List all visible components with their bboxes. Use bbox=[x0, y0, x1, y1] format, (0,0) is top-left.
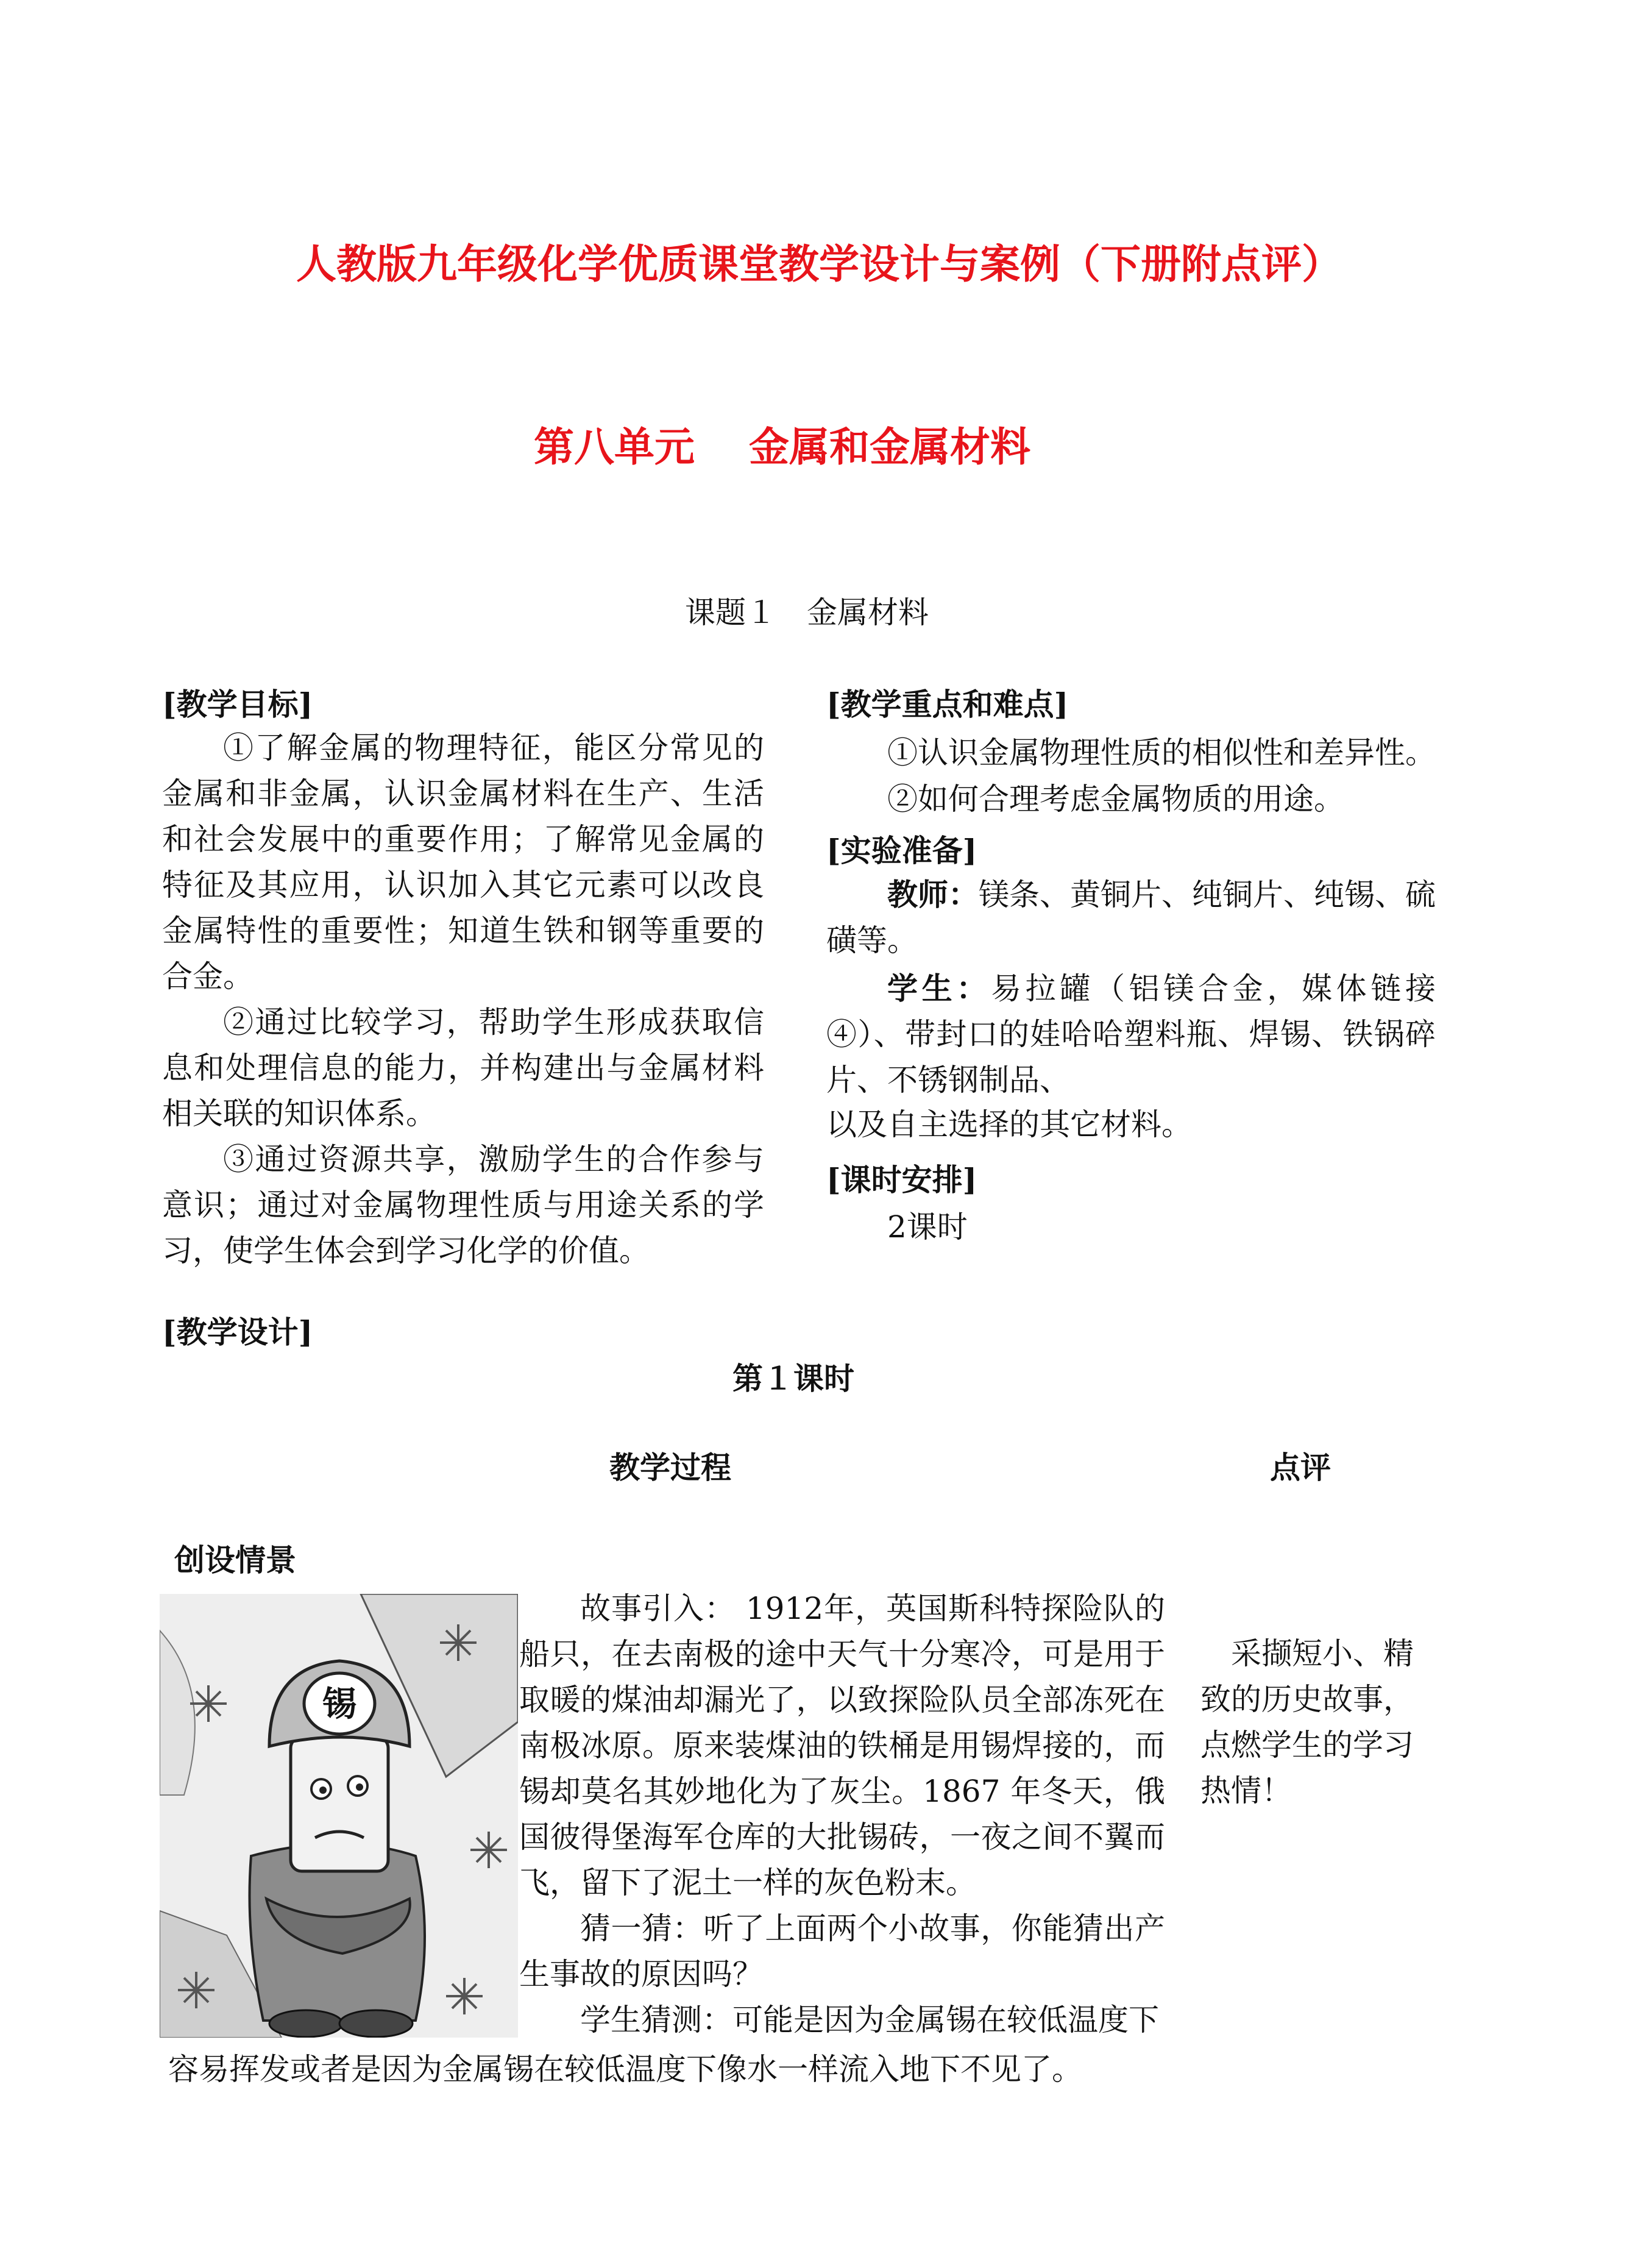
preparation-student bbox=[826, 965, 1436, 1103]
period-title: 第１课时 bbox=[732, 1360, 854, 1396]
student-label: 学生： bbox=[887, 970, 991, 1006]
schedule-heading: [课时安排] bbox=[826, 1162, 977, 1198]
lesson-title: 课题１ 金属材料 bbox=[685, 595, 929, 630]
teacher-text: 镁条、黄铜片、纯铜片、纯锡、硫磺等。 bbox=[826, 877, 1436, 958]
objective-item-3: ③通过资源共享，激励学生的合作参与意识；通过对金属物理性质与用途关系的学习，使学生体会到学习化学的价值。 bbox=[162, 1142, 764, 1268]
header-process: 教学过程 bbox=[609, 1449, 731, 1485]
preparation-teacher bbox=[826, 872, 1436, 964]
key-point-2: ②如何合理考虑金属物质的用途。 bbox=[887, 781, 1344, 817]
design-heading: [教学设计] bbox=[162, 1314, 313, 1350]
objective-item-2: ②通过比较学习，帮助学生形成获取信息和处理信息的能力，并构建出与金属材料相关联的知识体系。 bbox=[162, 1004, 764, 1131]
teacher-label: 教师： bbox=[887, 876, 979, 912]
schedule-value: 2课时 bbox=[887, 1209, 968, 1245]
header-comment: 点评 bbox=[1270, 1449, 1331, 1485]
objective-item-1: ①了解金属的物理特征，能区分常见的金属和非金属，认识金属材料在生产、生活和社会发展中的重要作用；了解常见金属的特征及其应用，认识加入其它元素可以改良金属特性的重要性；知道生铁和钢等重要的合金。 bbox=[162, 730, 764, 994]
scene-student-guess: 学生猜测：可能是因为金属锡在较低温度下 bbox=[580, 2002, 1159, 2038]
student-text: 易拉罐（铝镁合金，媒体链接④）、带封口的娃哈哈塑料瓶、焊锡、铁锅碎片、不锈钢制品、 bbox=[826, 971, 1436, 1098]
preparation-student-more: 以及自主选择的其它材料。 bbox=[826, 1107, 1192, 1142]
scene-story: 故事引入： 1912年，英国斯科特探险队的船只，在去南极的途中天气十分寒冷，可是用于取暖的煤油却漏光了，以致探险队员全部冻死在南极冰原。原来装煤油的铁桶是用锡焊接的，而锡却莫名其妙地化为了灰尘。1867 年冬天，俄国彼得堡海军仓库的大批锡砖，一夜之间不翼而飞，留下了泥土一样的灰色粉末。 bbox=[519, 1591, 1165, 1900]
key-point-1: ①认识金属物理性质的相似性和差异性。 bbox=[887, 735, 1436, 770]
scene-student-guess-cont: 容易挥发或者是因为金属锡在较低温度下像水一样流入地下不见了。 bbox=[168, 2052, 1082, 2087]
scene-comment: 采撷短小、精致的历史故事，点燃学生的学习热情！ bbox=[1200, 1636, 1414, 1808]
objectives-heading: [教学目标] bbox=[162, 686, 313, 722]
objectives-list bbox=[162, 725, 764, 1274]
unit-title: 第八单元 金属和金属材料 bbox=[534, 423, 1030, 471]
key-points-heading: [教学重点和难点] bbox=[826, 686, 1069, 722]
scene-guess: 猜一猜：听了上面两个小故事，你能猜出产生事故的原因吗？ bbox=[519, 1911, 1165, 1992]
cartoon-image bbox=[160, 1594, 518, 2038]
scene-heading: 创设情景 bbox=[174, 1542, 296, 1578]
preparation-heading: [实验准备] bbox=[826, 833, 977, 869]
scene-text bbox=[519, 1586, 1165, 2043]
cartoon-hat-label: 锡 bbox=[322, 1685, 356, 1724]
doc-title: 人教版九年级化学优质课堂教学设计与案例（下册附点评） bbox=[296, 240, 1342, 288]
